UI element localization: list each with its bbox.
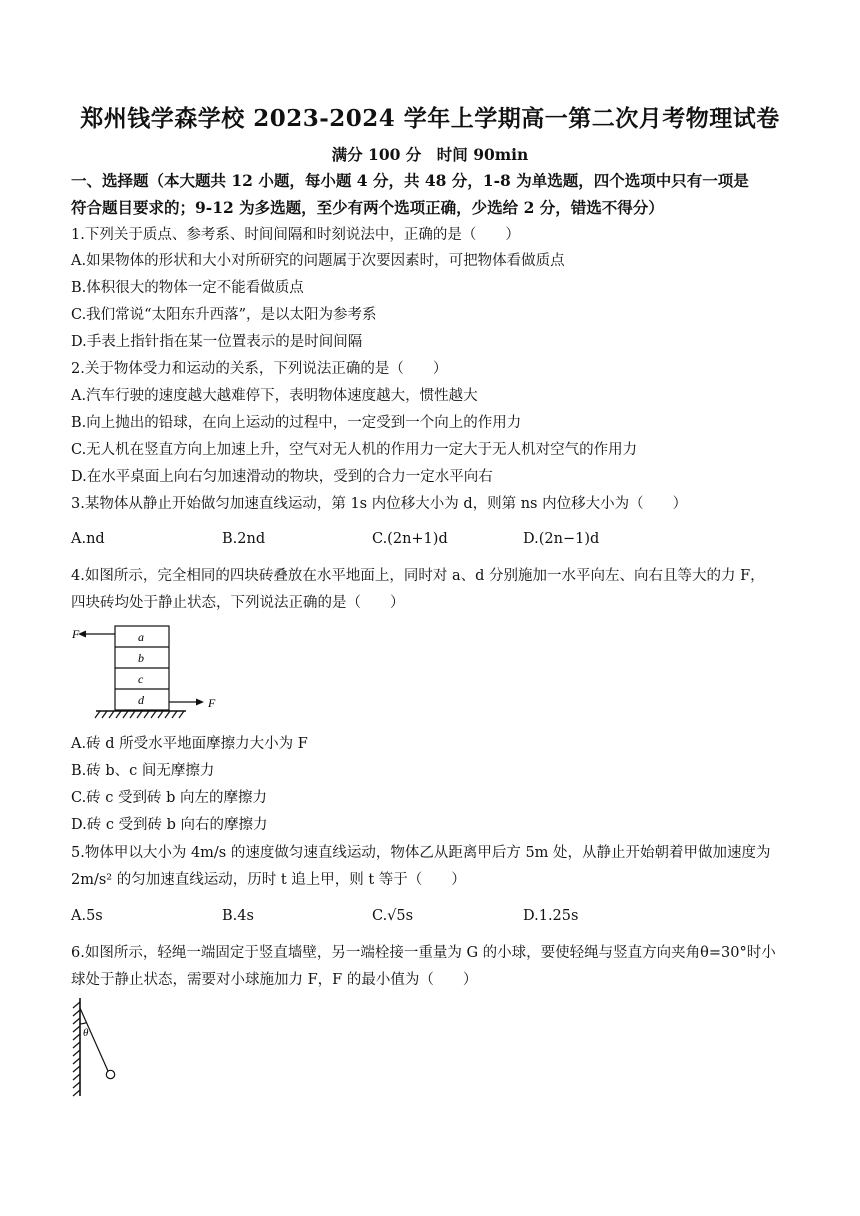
angle-label-theta: θ (83, 1027, 89, 1039)
q3-option-a: A.nd (71, 531, 105, 547)
q2-option-a: A.汽车行驶的速度越大越难停下，表明物体速度越大，惯性越大 (71, 388, 478, 404)
q2-stem: 2.关于物体受力和运动的关系，下列说法正确的是（ ） (71, 361, 448, 377)
q6-wall-pendulum-figure (68, 996, 128, 1100)
section-heading-line-1: 一、选择题（本大题共 12 小题，每小题 4 分，共 48 分，1-8 为单选题，四个选项中只有一项是 (71, 171, 749, 190)
q1-option-a: A.如果物体的形状和大小对所研究的问题属于次要因素时，可把物体看做质点 (71, 253, 565, 269)
force-label-left: F (72, 627, 80, 641)
q4-option-c: C.砖 c 受到砖 b 向左的摩擦力 (71, 790, 268, 806)
q5-stem-line-2: 2m/s² 的匀加速直线运动，历时 t 追上甲，则 t 等于（ ） (71, 872, 466, 888)
brick-label-b: b (138, 651, 144, 665)
q4-brick-stack-figure (70, 620, 230, 722)
q2-option-d: D.在水平桌面上向右匀加速滑动的物块，受到的合力一定水平向右 (71, 469, 493, 485)
q5-option-b: B.4s (222, 908, 254, 924)
q5-option-d: D.1.25s (523, 908, 579, 924)
q1-option-b: B.体积很大的物体一定不能看做质点 (71, 280, 304, 296)
q6-stem-line-1: 6.如图所示，轻绳一端固定于竖直墙壁，另一端栓接一重量为 G 的小球，要使轻绳与竖直方向夹角θ=30°时小 (71, 945, 776, 961)
q4-option-d: D.砖 c 受到砖 b 向右的摩擦力 (71, 817, 268, 833)
brick-label-a: a (138, 630, 144, 644)
q3-stem: 3.某物体从静止开始做匀加速直线运动，第 1s 内位移大小为 d，则第 ns 内位移大小为（ ） (71, 496, 688, 512)
q5-option-a: A.5s (71, 908, 103, 924)
q1-stem: 1.下列关于质点、参考系、时间间隔和时刻说法中，正确的是（ ） (71, 227, 520, 243)
q3-option-c: C.(2n+1)d (372, 531, 448, 547)
q4-stem-line-1: 4.如图所示，完全相同的四块砖叠放在水平地面上，同时对 a、d 分别施加一水平向左、向右且等大的力 F， (71, 568, 765, 584)
q1-option-d: D.手表上指针指在某一位置表示的是时间间隔 (71, 334, 363, 350)
q5-option-c: C.√5s (372, 908, 414, 924)
q3-option-b: B.2nd (222, 531, 266, 547)
q2-option-c: C.无人机在竖直方向上加速上升，空气对无人机的作用力一定大于无人机对空气的作用力 (71, 442, 638, 458)
q5-stem-line-1: 5.物体甲以大小为 4m/s 的速度做匀速直线运动，物体乙从距离甲后方 5m 处，从静止开始朝着甲做加速度为 (71, 845, 771, 861)
brick-label-d: d (138, 693, 144, 707)
q4-option-a: A.砖 d 所受水平地面摩擦力大小为 F (71, 736, 308, 752)
section-heading-line-2: 符合题目要求的；9-12 为多选题，至少有两个选项正确，少选给 2 分，错选不得分） (71, 198, 664, 217)
exam-title: 郑州钱学森学校 2023-2024 学年上学期高一第二次月考物理试卷 (80, 105, 780, 132)
brick-label-c: c (138, 672, 144, 686)
q6-stem-line-2: 球处于静止状态，需要对小球施加力 F，F 的最小值为（ ） (71, 972, 478, 988)
q3-option-d: D.(2n−1)d (523, 531, 600, 547)
q2-option-b: B.向上抛出的铅球，在向上运动的过程中，一定受到一个向上的作用力 (71, 415, 522, 431)
q4-stem-line-2: 四块砖均处于静止状态，下列说法正确的是（ ） (71, 595, 405, 611)
q4-option-b: B.砖 b、c 间无摩擦力 (71, 763, 215, 779)
right-force-arrowhead (196, 699, 204, 706)
force-label-right: F (208, 696, 216, 710)
exam-subtitle: 满分 100 分 时间 90min (331, 145, 529, 164)
q1-option-c: C.我们常说“太阳东升西落”，是以太阳为参考系 (71, 307, 377, 323)
